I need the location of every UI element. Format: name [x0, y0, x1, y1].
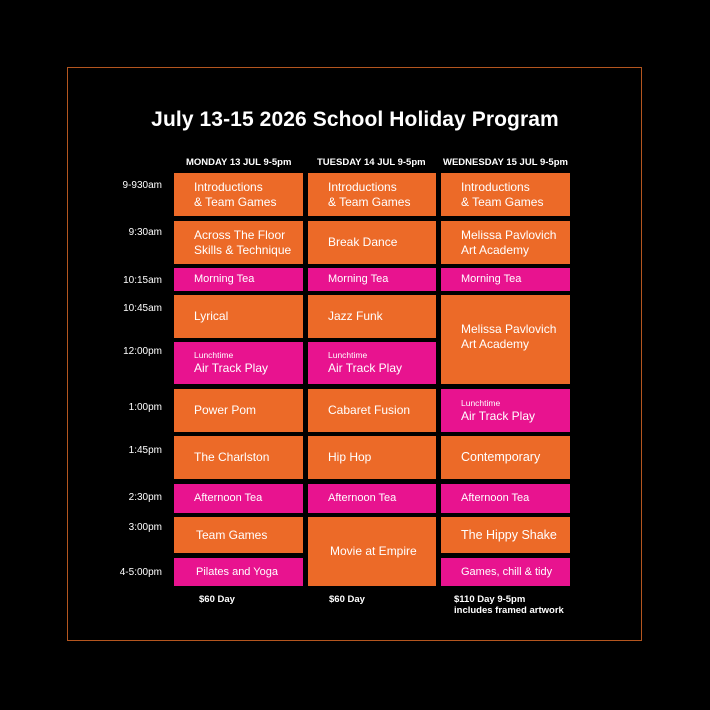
- session-line: Introductions: [461, 180, 530, 194]
- session-line: & Team Games: [461, 194, 544, 209]
- time-label: 9:30am: [128, 227, 162, 238]
- time-label: 2:30pm: [128, 492, 162, 503]
- session-line: The Charlston: [194, 450, 270, 465]
- time-label: 1:45pm: [128, 445, 162, 456]
- price-monday: $60 Day: [199, 594, 235, 605]
- time-label: 10:45am: [123, 303, 162, 314]
- session-monday-charlston: [174, 436, 303, 479]
- day-header-tuesday: TUESDAY 14 JUL 9-5pm: [317, 157, 426, 168]
- session-line: Contemporary: [461, 450, 541, 465]
- session-line: Across The Floor: [194, 228, 286, 242]
- time-label: 3:00pm: [128, 522, 162, 533]
- price-wednesday-note: includes framed artwork: [454, 605, 564, 616]
- session-monday-power-pom: [174, 389, 303, 432]
- session-line: Team Games: [196, 527, 268, 542]
- session-line: Afternoon Tea: [194, 492, 263, 505]
- session-wednesday-games: [441, 558, 570, 586]
- session-monday-team-games: [174, 517, 303, 553]
- session-tuesday-hip-hop: [308, 436, 436, 479]
- time-label: 9-930am: [122, 180, 162, 191]
- session-line: Games, chill & tidy: [461, 565, 553, 578]
- session-line: Air Track Play: [328, 361, 403, 376]
- session-line: Morning Tea: [461, 273, 522, 286]
- program-title: July 13-15 2026 School Holiday Program: [151, 108, 559, 131]
- session-line: Art Academy: [461, 336, 530, 351]
- session-line: & Team Games: [328, 194, 411, 209]
- session-line: Power Pom: [194, 403, 257, 418]
- price-tuesday: $60 Day: [329, 594, 365, 605]
- day-header-monday: MONDAY 13 JUL 9-5pm: [186, 157, 292, 168]
- session-wednesday-introductions: [441, 173, 570, 216]
- session-monday-lunchtime: [174, 342, 303, 384]
- session-line: Introductions: [328, 180, 397, 194]
- session-wednesday-art-academy-extended: [441, 295, 570, 384]
- session-tuesday-morning-tea: [308, 268, 436, 291]
- session-line: Cabaret Fusion: [328, 403, 411, 418]
- session-line: Air Track Play: [461, 408, 536, 423]
- session-line: The Hippy Shake: [461, 527, 557, 542]
- session-wednesday-afternoon-tea: [441, 484, 570, 513]
- session-wednesday-hippy-shake: [441, 517, 570, 553]
- price-wednesday: $110 Day 9-5pm: [454, 594, 526, 605]
- session-line: Pilates and Yoga: [196, 565, 278, 578]
- session-line: Air Track Play: [194, 361, 269, 376]
- session-tuesday-lunchtime: [308, 342, 436, 384]
- session-line: Afternoon Tea: [328, 492, 397, 505]
- time-label: 10:15am: [123, 275, 162, 286]
- session-line: Melissa Pavlovich: [461, 322, 557, 336]
- session-tuesday-introductions: [308, 173, 436, 216]
- session-wednesday-morning-tea: [441, 268, 570, 291]
- session-line: Lunchtime: [461, 397, 501, 408]
- session-tuesday-jazz-funk: [308, 295, 436, 338]
- session-tuesday-cabaret-fusion: [308, 389, 436, 432]
- session-wednesday-contemporary: [441, 436, 570, 479]
- session-line: Afternoon Tea: [461, 492, 530, 505]
- session-line: Skills & Technique: [194, 242, 292, 257]
- session-monday-pilates: [174, 558, 303, 586]
- session-line: & Team Games: [194, 194, 277, 209]
- session-tuesday-break-dance: [308, 221, 436, 264]
- session-line: Movie at Empire: [330, 544, 417, 559]
- session-line: Morning Tea: [328, 273, 389, 286]
- session-line: Hip Hop: [328, 450, 372, 465]
- session-line: Melissa Pavlovich: [461, 228, 557, 242]
- session-line: Art Academy: [461, 242, 530, 257]
- session-wednesday-art-academy: [441, 221, 570, 264]
- session-monday-introductions: [174, 173, 303, 216]
- day-header-wednesday: WEDNESDAY 15 JUL 9-5pm: [443, 157, 568, 168]
- session-monday-across-the-floor: [174, 221, 303, 264]
- time-label: 12:00pm: [123, 346, 162, 357]
- time-label: 4-5:00pm: [119, 567, 162, 578]
- session-tuesday-movie: [308, 517, 436, 586]
- session-line: Morning Tea: [194, 273, 255, 286]
- session-line: Jazz Funk: [328, 309, 383, 324]
- session-line: Break Dance: [328, 235, 398, 250]
- session-line: Lunchtime: [328, 350, 368, 361]
- session-line: Lunchtime: [194, 350, 234, 361]
- session-tuesday-afternoon-tea: [308, 484, 436, 513]
- session-monday-lyrical: [174, 295, 303, 338]
- session-wednesday-lunchtime: [441, 389, 570, 432]
- session-line: Introductions: [194, 180, 263, 194]
- session-line: Lyrical: [194, 309, 229, 324]
- session-monday-afternoon-tea: [174, 484, 303, 513]
- time-label: 1:00pm: [128, 402, 162, 413]
- session-monday-morning-tea: [174, 268, 303, 291]
